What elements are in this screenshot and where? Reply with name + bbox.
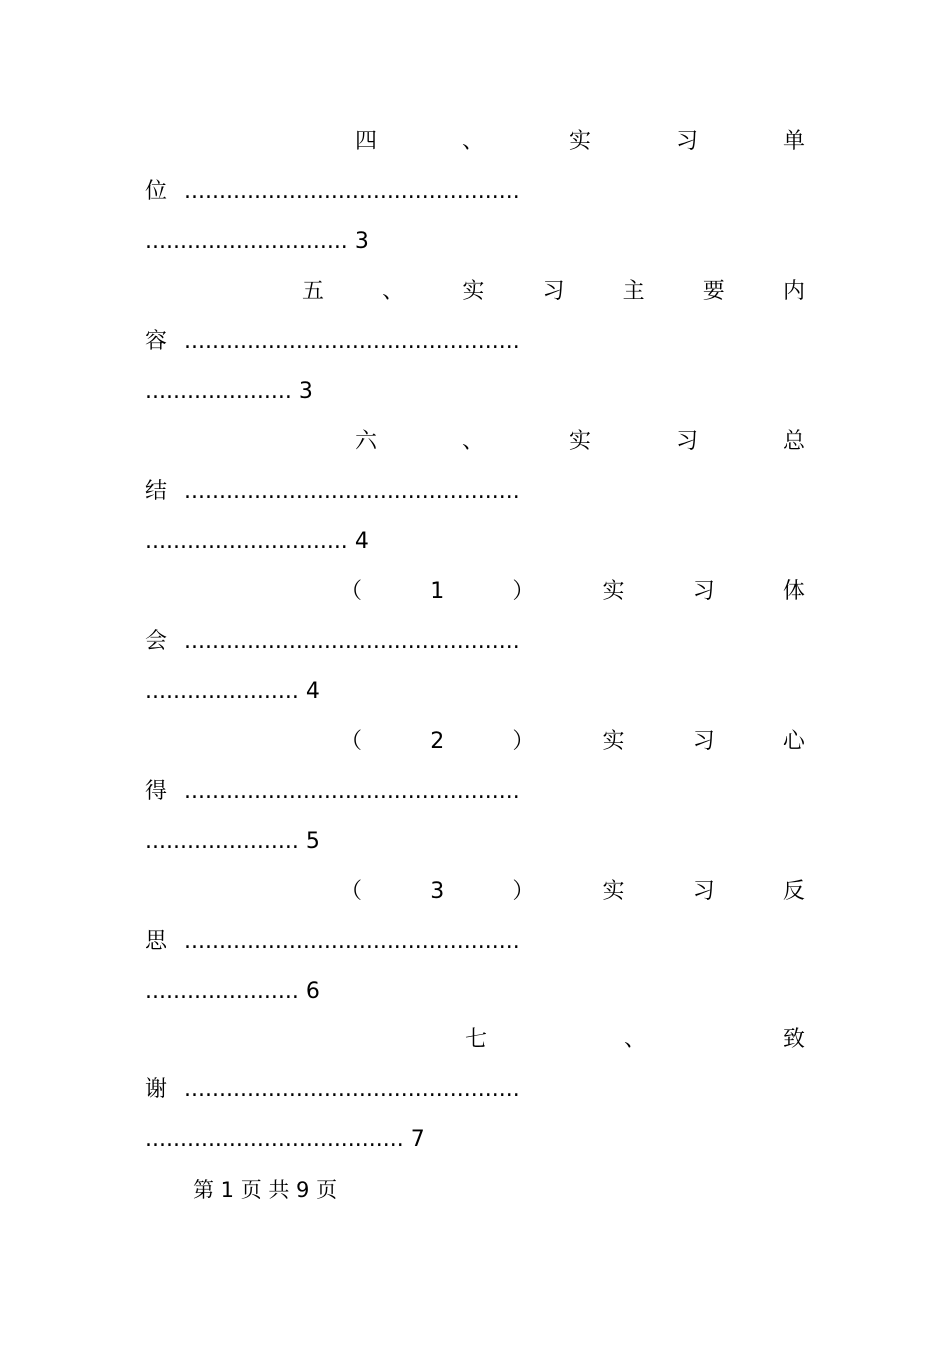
page-number: 3 <box>298 379 313 404</box>
toc-title-line <box>145 1075 805 1105</box>
leader-dots: ...................... <box>145 829 299 854</box>
toc-heading-line <box>145 127 805 157</box>
toc-heading-line <box>145 877 805 907</box>
leader-dots: ................................................ <box>184 779 520 804</box>
toc-title-line <box>145 777 805 807</box>
page-number: 3 <box>354 229 369 254</box>
heading-char: 实 <box>602 879 625 904</box>
toc-heading-line <box>145 1025 805 1055</box>
heading-char: 习 <box>692 879 715 904</box>
leader-dots: ...................... <box>145 679 299 704</box>
toc-page-line <box>145 827 805 857</box>
heading-char: 主 <box>622 279 645 304</box>
heading-char: 习 <box>675 129 698 154</box>
heading-char: 单 <box>782 129 805 154</box>
toc-title-line <box>145 327 805 357</box>
heading-char: 、 <box>623 1027 646 1052</box>
heading-char: ） <box>512 729 535 754</box>
toc-page-line <box>145 1125 805 1155</box>
toc-heading-line <box>145 427 805 457</box>
toc-page-line <box>145 527 805 557</box>
toc-heading-line <box>145 577 805 607</box>
page-number: 6 <box>305 979 320 1004</box>
title-end: 思 <box>145 929 168 954</box>
leader-dots: ................................................ <box>184 479 520 504</box>
heading-char: ） <box>512 879 535 904</box>
heading-char: 习 <box>692 729 715 754</box>
heading-char: 总 <box>782 429 805 454</box>
heading-char: 反 <box>782 879 805 904</box>
toc-page-line <box>145 227 805 257</box>
leader-dots: ............................. <box>145 529 348 554</box>
leader-dots: ................................................ <box>184 329 520 354</box>
title-end: 位 <box>145 179 168 204</box>
toc-title-line <box>145 927 805 957</box>
title-end: 谢 <box>145 1077 168 1102</box>
heading-char: 要 <box>702 279 725 304</box>
heading-char: 实 <box>462 279 485 304</box>
title-end: 得 <box>145 779 168 804</box>
heading-char: 七 <box>465 1027 488 1052</box>
heading-char: 、 <box>461 129 484 154</box>
toc-page-line <box>145 677 805 707</box>
heading-char: 习 <box>675 429 698 454</box>
heading-char: 体 <box>782 579 805 604</box>
page-number: 5 <box>305 829 320 854</box>
leader-dots: ...................... <box>145 979 299 1004</box>
toc-title-line <box>145 627 805 657</box>
leader-dots: ..................... <box>145 379 292 404</box>
leader-dots: ................................................ <box>184 179 520 204</box>
heading-char: 实 <box>602 729 625 754</box>
page-number: 4 <box>354 529 369 554</box>
heading-char: 心 <box>782 729 805 754</box>
toc-page-line <box>145 977 805 1007</box>
leader-dots: ................................................ <box>184 929 520 954</box>
heading-char: 1 <box>430 579 445 604</box>
heading-char: ） <box>512 579 535 604</box>
heading-char: （ <box>340 729 363 754</box>
page-number: 7 <box>410 1127 425 1152</box>
heading-char: 四 <box>355 129 378 154</box>
heading-char: 2 <box>430 729 445 754</box>
toc-title-line <box>145 177 805 207</box>
title-end: 会 <box>145 629 168 654</box>
heading-char: 实 <box>568 129 591 154</box>
heading-char: 内 <box>782 279 805 304</box>
leader-dots: ..................................... <box>145 1127 404 1152</box>
heading-char: 五 <box>302 279 325 304</box>
toc-heading-line <box>145 277 805 307</box>
leader-dots: ................................................ <box>184 1077 520 1102</box>
leader-dots: ................................................ <box>184 629 520 654</box>
heading-char: 实 <box>568 429 591 454</box>
toc-title-line <box>145 477 805 507</box>
heading-char: 3 <box>430 879 445 904</box>
heading-char: （ <box>340 879 363 904</box>
heading-char: 、 <box>382 279 405 304</box>
heading-char: 习 <box>542 279 565 304</box>
heading-char: 习 <box>692 579 715 604</box>
page-number: 4 <box>305 679 320 704</box>
heading-char: （ <box>340 579 363 604</box>
title-end: 结 <box>145 479 168 504</box>
heading-char: 、 <box>461 429 484 454</box>
toc-heading-line <box>145 727 805 757</box>
toc-page-line <box>145 377 805 407</box>
heading-char: 致 <box>782 1027 805 1052</box>
page-footer: 第 1 页 共 9 页 <box>193 1178 338 1202</box>
title-end: 容 <box>145 329 168 354</box>
heading-char: 六 <box>355 429 378 454</box>
heading-char: 实 <box>602 579 625 604</box>
leader-dots: ............................. <box>145 229 348 254</box>
